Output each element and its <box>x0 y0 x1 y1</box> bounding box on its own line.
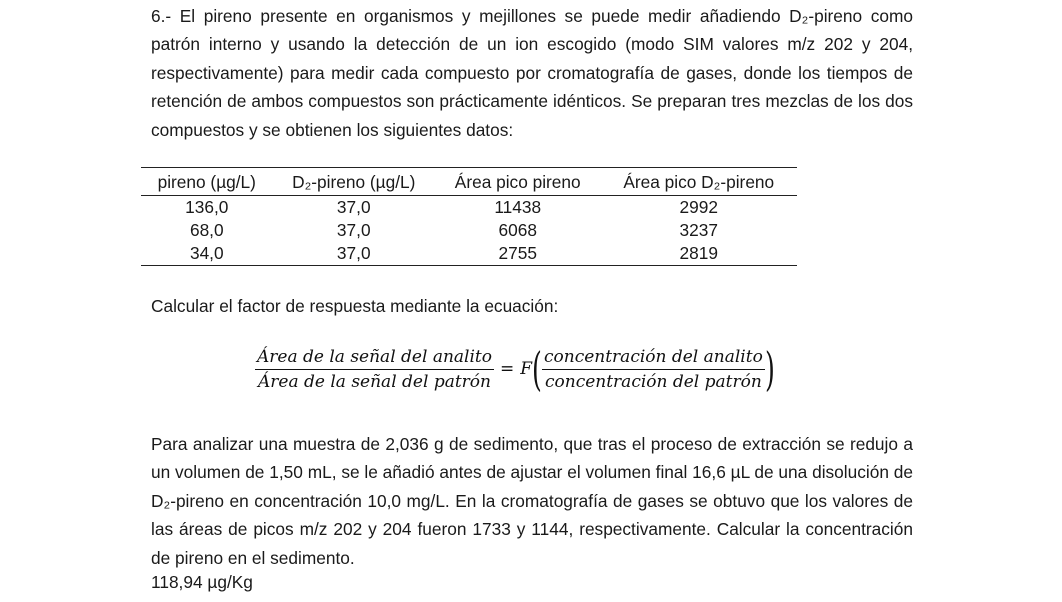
left-fraction <box>255 347 494 392</box>
table-cell: 34,0 <box>141 242 273 266</box>
header-pireno: pireno (µg/L) <box>141 168 273 196</box>
table-row <box>141 196 797 220</box>
data-table <box>141 167 797 266</box>
question-paragraph: Para analizar una muestra de 2,036 g de sedimento, que tras el proceso de extracción se redujo a un volumen de 1,50 mL, se le añadió antes de ajustar el volumen final 16,6 µL de una disolución de D₂-pireno en concentración 10,0 mg/L. En la cromatografía de gases se obtuvo que los valores de las áreas de picos m/z 202 y 204 fueron 1733 y 1144, respectivamente. Calcular la concentración de pireno en el sedimento. <box>151 434 913 568</box>
table-cell: 11438 <box>494 197 542 217</box>
open-paren: ( <box>532 342 542 396</box>
table-cell: 37,0 <box>273 242 435 266</box>
right-numerator: concentración del analito <box>542 347 765 370</box>
left-denominator: Área de la señal del patrón <box>258 371 491 392</box>
header-area-d2-pireno: Área pico D₂-pireno <box>601 168 797 196</box>
equals-sign: = <box>499 359 515 379</box>
table-cell: 2819 <box>601 242 797 266</box>
close-paren: ) <box>764 342 775 396</box>
instruction-text: Calcular el factor de respuesta mediante la ecuación: <box>151 296 559 316</box>
table-row <box>141 242 797 266</box>
table-cell: 37,0 <box>336 220 371 240</box>
right-fraction <box>542 347 765 392</box>
table-cell: 136,0 <box>185 197 229 217</box>
response-factor-equation <box>255 342 775 396</box>
table-cell: 2992 <box>679 197 718 217</box>
table-row <box>141 219 797 242</box>
table-cell: 3237 <box>679 220 718 240</box>
table-header-row <box>141 168 797 196</box>
table-cell: 2755 <box>435 242 601 266</box>
table-cell: 37,0 <box>336 197 371 217</box>
factor-f: F <box>520 359 533 379</box>
table-cell: 68,0 <box>189 220 224 240</box>
answer-text: 118,94 µg/Kg <box>151 572 253 592</box>
problem-intro-paragraph: 6.- El pireno presente en organismos y mejillones se puede medir añadiendo D₂-pireno como patrón interno y usando la detección de un ion escogido (modo SIM valores m/z 202 y 204, respectivamente) para medir cada compuesto por cromatografía de gases, donde los tiempos de retención de ambos compuestos son prácticamente idénticos. Se preparan tres mezclas de los dos compuestos y se obtienen los siguientes datos: <box>151 6 913 140</box>
data-table-container <box>141 167 797 266</box>
header-area-pireno: Área pico pireno <box>435 168 601 196</box>
table-cell: 6068 <box>498 220 537 240</box>
left-numerator: Área de la señal del analito <box>255 347 494 370</box>
header-d2-pireno: D₂-pireno (µg/L) <box>273 168 435 196</box>
right-denominator: concentración del patrón <box>544 371 762 392</box>
